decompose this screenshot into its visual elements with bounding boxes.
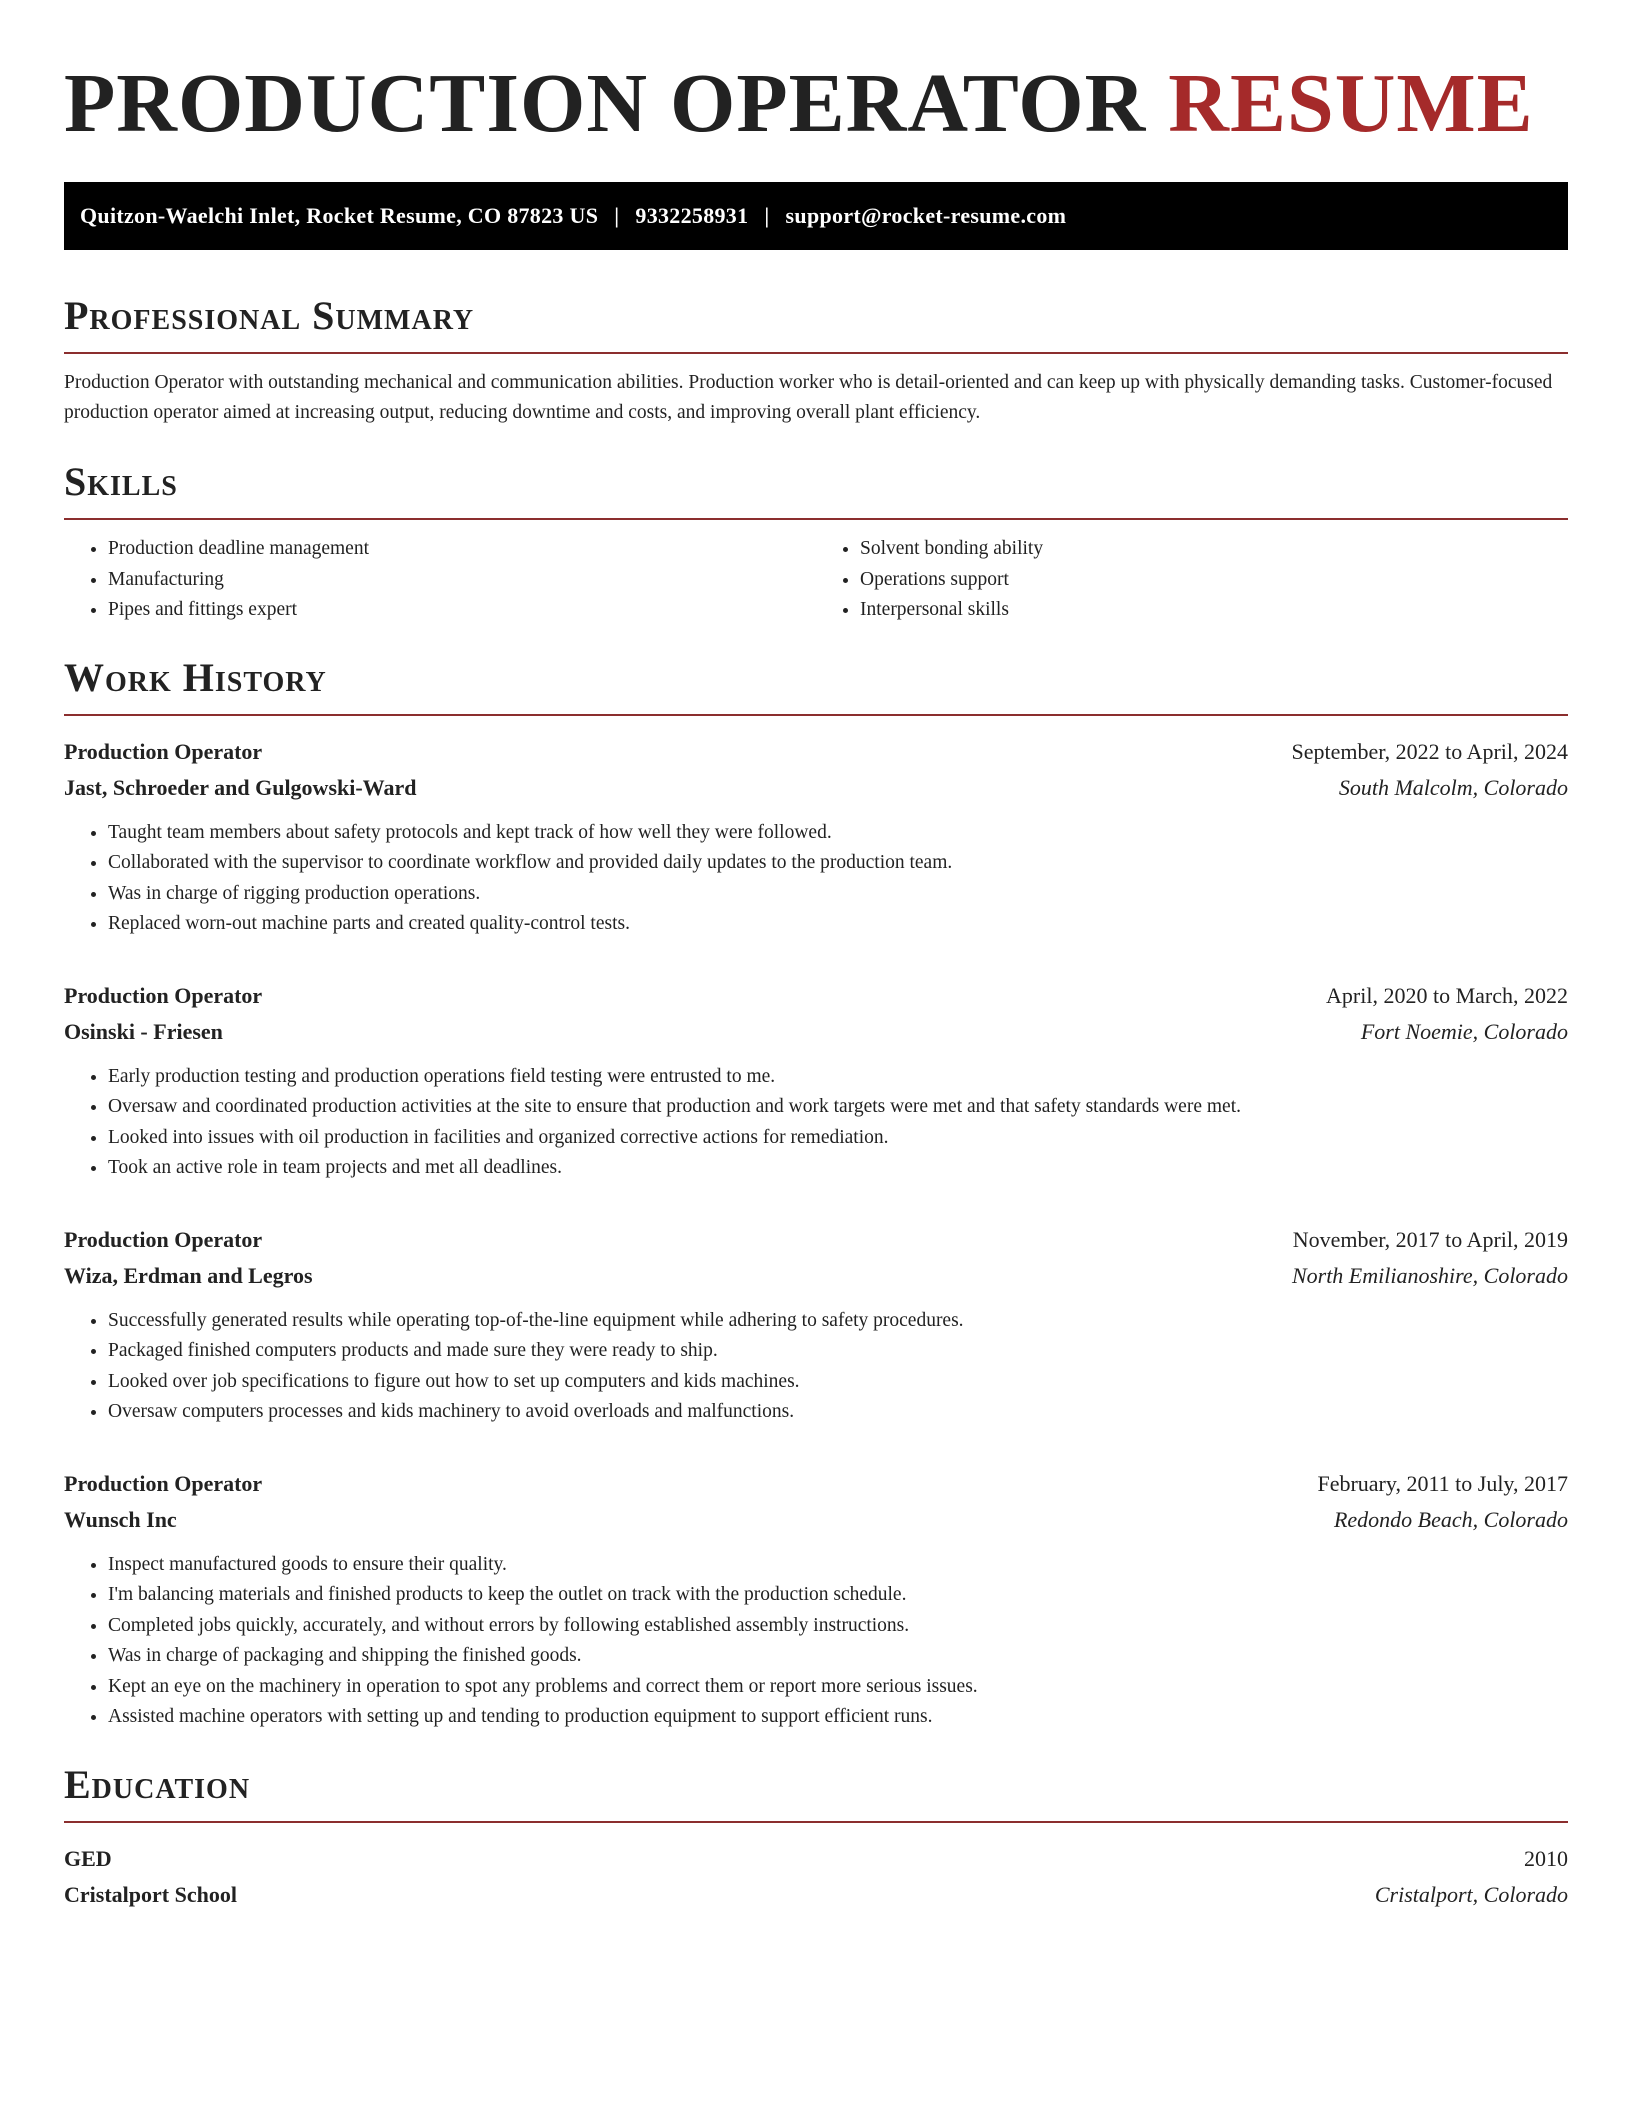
job-location: South Malcolm, Colorado <box>1338 774 1568 800</box>
job-company-row <box>64 1014 1568 1050</box>
job-title-row <box>64 1466 1568 1502</box>
job-bullet: • Collaborated with the supervisor to coordinate workflow and provided daily updates to the production team. <box>108 848 1568 879</box>
job-title: Production Operator <box>64 982 263 1008</box>
job-bullet: • Successfully generated results while operating top-of-the-line equipment while adhering to safety procedures. <box>108 1306 1568 1337</box>
job-title-row <box>64 734 1568 770</box>
job-bullet: • Was in charge of rigging production operations. <box>108 879 1568 910</box>
job-bullet: • Early production testing and production operations field testing were entrusted to me. <box>108 1062 1568 1093</box>
education-location: Cristalport, Colorado <box>1374 1881 1568 1907</box>
skills-right-list <box>816 534 1568 626</box>
title-accent: RESUME <box>1168 57 1534 150</box>
job-bullet: • Oversaw and coordinated production activities at the site to ensure that production and work targets were met and that safety standards were met. <box>108 1092 1568 1123</box>
job-bullet: • Assisted machine operators with setting up and tending to production equipment to support efficient runs. <box>108 1702 1568 1733</box>
job-company: Osinski - Friesen <box>64 1018 223 1044</box>
education-school-row <box>64 1877 1568 1913</box>
job-bullet: • Oversaw computers processes and kids machinery to avoid overloads and malfunctions. <box>108 1397 1568 1428</box>
job-title: Production Operator <box>64 738 263 764</box>
job-bullet: • Took an active role in team projects and met all deadlines. <box>108 1153 1568 1184</box>
job-dates: April, 2020 to March, 2022 <box>1326 982 1568 1008</box>
job-bullets <box>64 818 1568 940</box>
job-bullets <box>64 1306 1568 1428</box>
job-bullet: • I'm balancing materials and finished products to keep the outlet on track with the production schedule. <box>108 1580 1568 1611</box>
job-company-row <box>64 770 1568 806</box>
skills-columns <box>64 534 1568 626</box>
job-entry <box>64 978 1568 1184</box>
job-bullet: • Looked into issues with oil production in facilities and organized corrective actions for remediation. <box>108 1123 1568 1154</box>
skill-item: • Operations support <box>860 565 1568 596</box>
title-main: PRODUCTION OPERATOR <box>64 57 1147 150</box>
skill-item: • Interpersonal skills <box>860 595 1568 626</box>
skills-section <box>64 460 1568 626</box>
job-location: Redondo Beach, Colorado <box>1333 1506 1568 1532</box>
job-bullet: • Inspect manufactured goods to ensure their quality. <box>108 1550 1568 1581</box>
job-bullets <box>64 1062 1568 1184</box>
job-company: Wunsch Inc <box>64 1506 177 1532</box>
contact-separator: | <box>614 203 620 228</box>
resume-title <box>64 56 1568 150</box>
skill-item: • Production deadline management <box>108 534 816 565</box>
education-degree: GED <box>64 1845 112 1871</box>
job-entry <box>64 1222 1568 1428</box>
work-section <box>64 656 1568 1733</box>
job-company: Jast, Schroeder and Gulgowski-Ward <box>64 774 417 800</box>
job-dates: February, 2011 to July, 2017 <box>1317 1470 1568 1496</box>
job-location: Fort Noemie, Colorado <box>1360 1018 1568 1044</box>
skill-item: • Solvent bonding ability <box>860 534 1568 565</box>
contact-email: support@rocket-resume.com <box>785 203 1067 228</box>
job-title: Production Operator <box>64 1470 263 1496</box>
job-bullet: • Taught team members about safety protocols and kept track of how well they were followed. <box>108 818 1568 849</box>
skills-left-list <box>64 534 816 626</box>
job-company: Wiza, Erdman and Legros <box>64 1262 313 1288</box>
education-heading: Education <box>64 1763 1568 1823</box>
job-bullet: • Kept an eye on the machinery in operation to spot any problems and correct them or report more serious issues. <box>108 1672 1568 1703</box>
summary-section <box>64 294 1568 428</box>
job-bullet: • Replaced worn-out machine parts and created quality-control tests. <box>108 909 1568 940</box>
education-school: Cristalport School <box>64 1881 237 1907</box>
job-entry <box>64 1466 1568 1733</box>
skill-item: • Pipes and fittings expert <box>108 595 816 626</box>
contact-address: Quitzon-Waelchi Inlet, Rocket Resume, CO 87823 US <box>80 203 599 228</box>
work-heading: Work History <box>64 656 1568 716</box>
contact-separator: | <box>764 203 770 228</box>
job-dates: November, 2017 to April, 2019 <box>1292 1226 1568 1252</box>
summary-text: Production Operator with outstanding mechanical and communication abilities. Production worker who is detail-oriented and can keep up with physically demanding tasks. Customer-focused production operator aimed at increasing output, reducing downtime and costs, and improving overall plant efficiency. <box>64 372 1553 423</box>
education-year: 2010 <box>1524 1845 1568 1871</box>
contact-bar <box>64 182 1568 250</box>
skill-item: • Manufacturing <box>108 565 816 596</box>
job-entry <box>64 734 1568 940</box>
job-bullet: • Packaged finished computers products and made sure they were ready to ship. <box>108 1336 1568 1367</box>
education-section <box>64 1763 1568 1913</box>
job-title-row <box>64 978 1568 1014</box>
job-company-row <box>64 1258 1568 1294</box>
job-company-row <box>64 1502 1568 1538</box>
job-title: Production Operator <box>64 1226 263 1252</box>
summary-heading: Professional Summary <box>64 294 1568 354</box>
job-bullet: • Completed jobs quickly, accurately, and without errors by following established assembly instructions. <box>108 1611 1568 1642</box>
job-bullet: • Looked over job specifications to figure out how to set up computers and kids machines. <box>108 1367 1568 1398</box>
job-dates: September, 2022 to April, 2024 <box>1291 738 1568 764</box>
job-bullet: • Was in charge of packaging and shipping the finished goods. <box>108 1641 1568 1672</box>
job-location: North Emilianoshire, Colorado <box>1291 1262 1568 1288</box>
education-degree-row <box>64 1841 1568 1877</box>
contact-phone: 9332258931 <box>635 203 749 228</box>
skills-heading: Skills <box>64 460 1568 520</box>
job-bullets <box>64 1550 1568 1733</box>
education-entry <box>64 1841 1568 1913</box>
job-title-row <box>64 1222 1568 1258</box>
